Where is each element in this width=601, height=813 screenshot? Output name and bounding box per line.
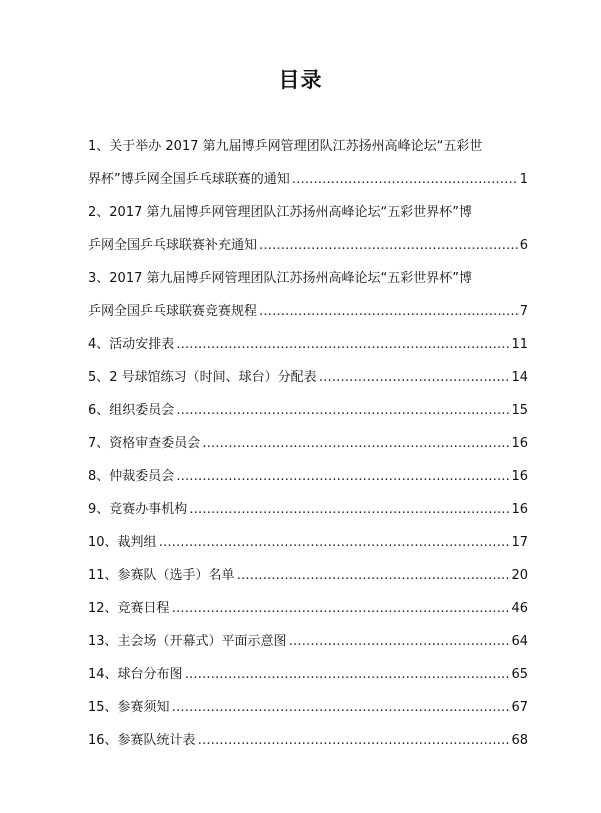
toc-entry-3[interactable]: [88, 262, 528, 328]
toc-entry-11[interactable]: 11、参赛队（选手）名单 …………………………………………………………………………………………………………………………………………………………………………………… 20: [88, 559, 528, 592]
toc-entry-6[interactable]: 6、组织委员会 …………………………………………………………………………………………………………………………………………………………………………………… 15: [88, 394, 528, 427]
table-of-contents: [88, 130, 528, 757]
dot-leader: [172, 592, 510, 625]
toc-entry-line1: 2、2017 第九届博乒网管理团队江苏扬州高峰论坛“五彩世界杯”博: [88, 205, 472, 220]
dot-leader: [185, 658, 510, 691]
toc-page-number: 6: [519, 238, 528, 253]
toc-entry-line2: 乒网全国乒乓球联赛补充通知 …………………………………………………………………………………………………………………………………………………………………………………… 6: [88, 229, 528, 262]
page-title: 目录: [278, 68, 323, 92]
dot-leader: [159, 526, 510, 559]
toc-entry-line2: 界杯”博乒网全国乒乓球联赛的通知 …………………………………………………………………………………………………………………………………………………………………………………… 1: [88, 163, 528, 196]
toc-page-number: 68: [511, 733, 528, 748]
dot-leader: [189, 493, 509, 526]
toc-entry-9[interactable]: 9、竞赛办事机构 …………………………………………………………………………………………………………………………………………………………………………………… 16: [88, 493, 528, 526]
dot-leader: [259, 295, 518, 328]
toc-entry-7[interactable]: 7、资格审查委员会 …………………………………………………………………………………………………………………………………………………………………………………… 16: [88, 427, 528, 460]
dot-leader: [172, 691, 510, 724]
toc-entry-line1: 3、2017 第九届博乒网管理团队江苏扬州高峰论坛“五彩世界杯”博: [88, 271, 472, 286]
dot-leader: [237, 559, 510, 592]
dot-leader: [259, 229, 518, 262]
toc-entry-8[interactable]: 8、仲裁委员会 …………………………………………………………………………………………………………………………………………………………………………………… 16: [88, 460, 528, 493]
toc-entry-13[interactable]: 13、主会场（开幕式）平面示意图 …………………………………………………………………………………………………………………………………………………………………………………… 64: [88, 625, 528, 658]
toc-page-number: 1: [519, 172, 528, 187]
toc-entry-16[interactable]: 16、参赛队统计表 …………………………………………………………………………………………………………………………………………………………………………………… 68: [88, 724, 528, 757]
dot-leader: [198, 724, 510, 757]
dot-leader: [202, 427, 509, 460]
toc-entry-line1: 1、关于举办 2017 第九届博乒网管理团队江苏扬州高峰论坛“五彩世: [88, 139, 483, 154]
toc-entry-line2: 乒网全国乒乓球联赛竞赛规程 …………………………………………………………………………………………………………………………………………………………………………………… 7: [88, 295, 528, 328]
toc-entry-12[interactable]: 12、竞赛日程 …………………………………………………………………………………………………………………………………………………………………………………… 46: [88, 592, 528, 625]
toc-page-number: 65: [511, 667, 528, 682]
dot-leader: [176, 394, 509, 427]
dot-leader: [319, 361, 510, 394]
toc-entry-1[interactable]: [88, 130, 528, 196]
toc-page-number: 16: [511, 469, 528, 484]
toc-page-number: 67: [511, 700, 528, 715]
toc-page-number: 20: [511, 568, 528, 583]
toc-page-number: 17: [511, 535, 528, 550]
toc-page-number: 11: [511, 337, 528, 352]
toc-page-number: 16: [511, 436, 528, 451]
toc-page-number: 14: [511, 370, 528, 385]
toc-entry-14[interactable]: 14、球台分布图 …………………………………………………………………………………………………………………………………………………………………………………… 65: [88, 658, 528, 691]
toc-entry-4[interactable]: 4、活动安排表 …………………………………………………………………………………………………………………………………………………………………………………… 11: [88, 328, 528, 361]
toc-entry-10[interactable]: 10、裁判组 …………………………………………………………………………………………………………………………………………………………………………………… 17: [88, 526, 528, 559]
toc-page-number: 16: [511, 502, 528, 517]
toc-page-number: 15: [511, 403, 528, 418]
toc-entry-5[interactable]: 5、2 号球馆练习（时间、球台）分配表 …………………………………………………………………………………………………………………………………………………………………………………… 14: [88, 361, 528, 394]
dot-leader: [176, 328, 509, 361]
dot-leader: [176, 460, 509, 493]
toc-entry-2[interactable]: [88, 196, 528, 262]
toc-page-number: 46: [511, 601, 528, 616]
dot-leader: [289, 625, 510, 658]
toc-page-number: 7: [519, 304, 528, 319]
toc-page-number: 64: [511, 634, 528, 649]
toc-entry-15[interactable]: 15、参赛须知 …………………………………………………………………………………………………………………………………………………………………………………… 67: [88, 691, 528, 724]
dot-leader: [292, 163, 518, 196]
